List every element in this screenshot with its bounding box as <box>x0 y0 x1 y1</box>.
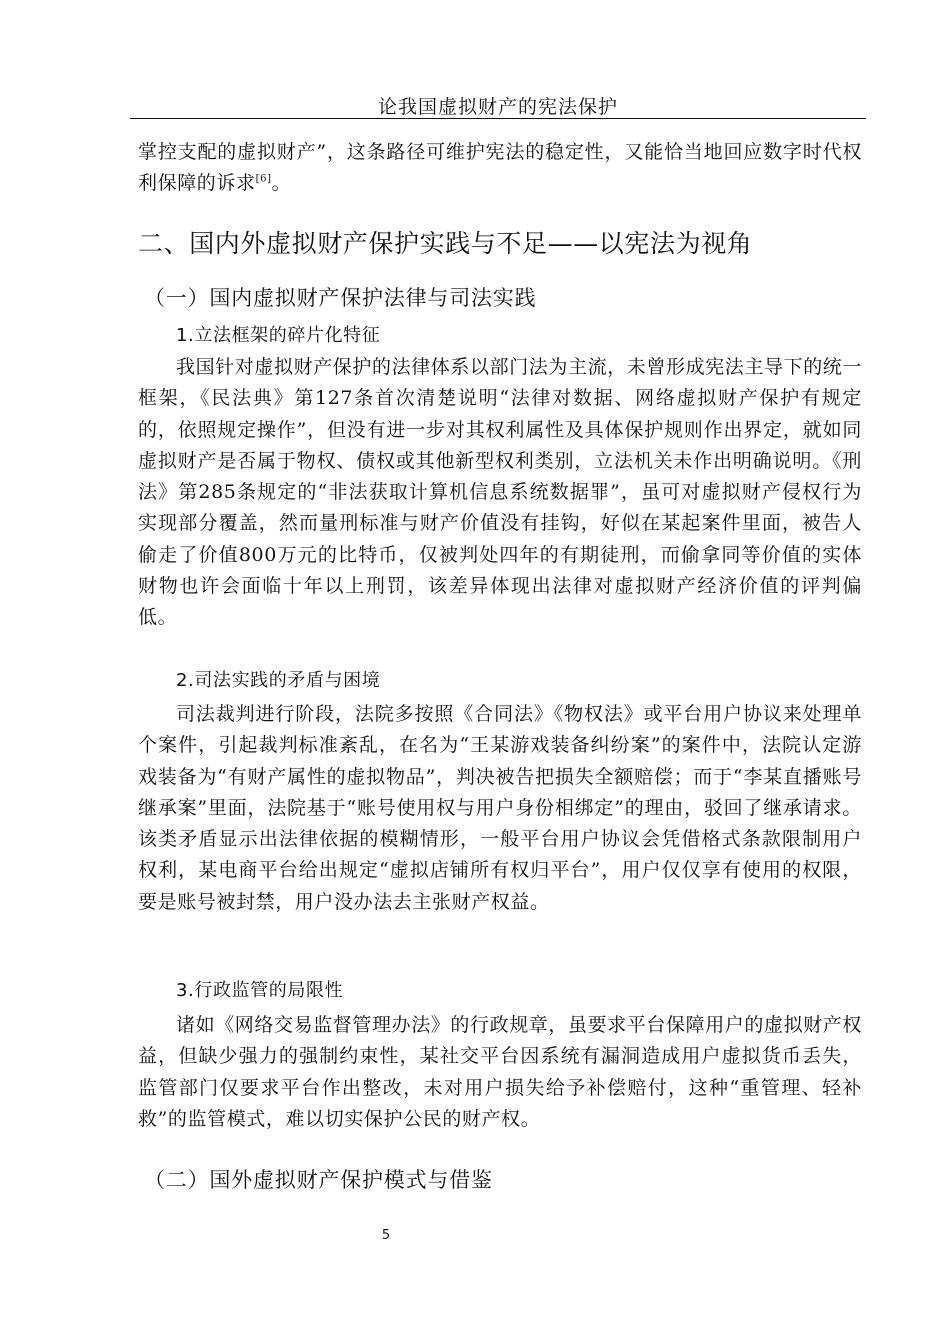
citation-marker: [6] <box>255 173 272 185</box>
intro-text: 掌控支配的虚拟财产”，这条路径可维护宪法的稳定性，又能恰当地回应数字时代权利保障的诉求 <box>138 141 862 195</box>
heading-administrative-supervision: 3.行政监管的局限性 <box>176 980 344 1001</box>
subsection-title-foreign: （二）国外虚拟财产保护模式与借鉴 <box>144 1168 493 1192</box>
paragraph-text: 司法裁判进行阶段，法院多按照《合同法》《物权法》或平台用户协议来处理单个案件，引起裁判标准紊乱，在名为“王某游戏装备纠纷案”的案件中，法院认定游戏装备为“有财产属性的虚拟物品”，判决被告把损失全额赔偿；而于“李某直播账号继承案”里面，法院基于“账号使用权与用户身份相绑定”的理由，驳回了继承请求。该类矛盾显示出法律依据的模糊情形，一般平台用户协议会凭借格式条款限制用户权利，某电商平台给出规定“虚拟店铺所有权归平台”，用户仅仅享有使用的权限，要是账号被封禁，用户没办法去主张财产权益。 <box>138 703 862 913</box>
page-header-title: 论我国虚拟财产的宪法保护 <box>377 96 618 118</box>
paragraph-text: 诸如《网络交易监督管理办法》的行政规章，虽要求平台保障用户的虚拟财产权益，但缺少强力的强制约束性，某社交平台因系统有漏洞造成用户虚拟货币丢失，监管部门仅要求平台作出整改，未对用户损失给予补偿赔付，这种“重管理、轻补救”的监管模式，难以切实保护公民的财产权。 <box>138 1014 863 1130</box>
paragraph-judicial-practice <box>138 699 862 918</box>
section-title: 二、国内外虚拟财产保护实践与不足——以宪法为视角 <box>138 229 753 258</box>
paragraph-legislative-framework <box>138 352 862 634</box>
heading-judicial-practice: 2.司法实践的矛盾与困境 <box>176 670 381 691</box>
intro-paragraph <box>138 137 862 200</box>
page-number: 5 <box>381 1228 391 1243</box>
paragraph-text: 我国针对虚拟财产保护的法律体系以部门法为主流，未曾形成宪法主导下的统一框架，《民法典》第127条首次清楚说明“法律对数据、网络虚拟财产保护有规定的，依照规定操作”，但没有进一步对其权利属性及具体保护规则作出界定，就如同虚拟财产是否属于物权、债权或其他新型权利类别，立法机关未作出明确说明。《刑法》第285条规定的“非法获取计算机信息系统数据罪”，虽可对虚拟财产侵权行为实现部分覆盖，然而量刑标准与财产价值没有挂钩，好似在某起案件里面，被告人偷走了价值800万元的比特币，仅被判处四年的有期徒刑，而偷拿同等价值的实体财物也许会面临十年以上刑罚，该差异体现出法律对虚拟财产经济价值的评判偏低。 <box>138 356 863 629</box>
header-divider <box>130 118 866 119</box>
paragraph-administrative-supervision <box>138 1010 862 1135</box>
heading-legislative-framework: 1.立法框架的碎片化特征 <box>176 325 381 346</box>
subsection-title-domestic: （一）国内虚拟财产保护法律与司法实践 <box>144 286 537 310</box>
intro-end: 。 <box>271 172 292 195</box>
